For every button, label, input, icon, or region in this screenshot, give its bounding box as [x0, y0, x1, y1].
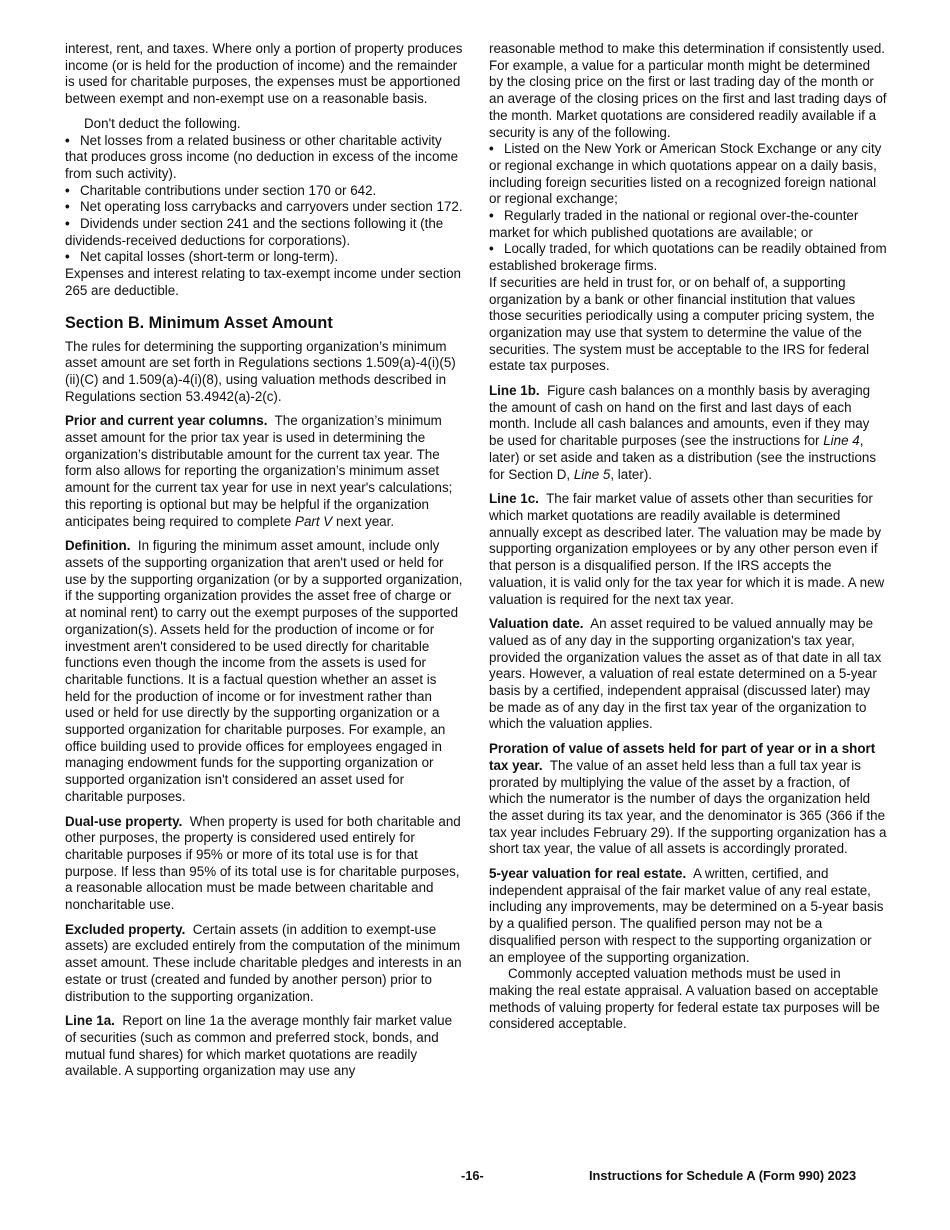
- section-heading: Section B. Minimum Asset Amount: [65, 313, 333, 332]
- paragraph: Line 1a. Report on line 1a the average monthly fair market value of securities (such as common and preferred stock, bonds, and mutual fund shares) for which market quotations are readily available. A supporting organization may use any: [65, 1013, 453, 1079]
- run-in-heading: Definition.: [65, 538, 131, 554]
- paragraph: Proration of value of assets held for part of year or in a short tax year. The value of an asset held less than a full tax year is prorated by multiplying the value of the asset by a fraction, of which the numerator is the number of days the organization held the asset during its tax year, and the denominator is 365 (366 if the tax year includes February 29). If the supporting organization has a short tax year, the value of all assets is accordingly prorated.: [489, 741, 887, 857]
- page-number: -16-: [461, 1168, 484, 1183]
- paragraph: Valuation date. An asset required to be valued annually may be valued as of any day in the supporting organization's tax year, provided the organization values the asset as of that date in all tax years. However, a valuation of real estate determined on a 5-year basis by a certified, independent appraisal (discussed later) may be made as of any day in the first tax year of the organization to which the valuation applies.: [489, 616, 882, 732]
- bullet-icon: •: [65, 132, 70, 148]
- paragraph: Commonly accepted valuation methods must be used in making the real estate appraisal. A valuation based on acceptable methods of valuing property for federal estate tax purposes will be considered acceptable.: [489, 966, 880, 1032]
- list-item: • Charitable contributions under section 170 or 642.: [65, 182, 377, 198]
- run-in-heading: Prior and current year columns.: [65, 413, 268, 429]
- run-in-heading: Line 1a.: [65, 1013, 115, 1029]
- bullet-icon: •: [65, 249, 70, 265]
- run-in-heading: Dual-use property.: [65, 813, 183, 829]
- paragraph: Dual-use property. When property is used for both charitable and other purposes, the property is considered used entirely for charitable purposes if 95% or more of its total use is for that purpose. If less than 95% of its total use is for charitable purposes, a reasonable allocation must be made between charitable and noncharitable use.: [65, 813, 461, 913]
- paragraph: 5-year valuation for real estate. A written, certified, and independent appraisal of the fair market value of any real estate, including any improvements, may be determined on a 5-year basis by a qualified person. The qualified person may not be a disqualified person with respect to the supporting organization or an employee of the supporting organization.: [489, 866, 884, 965]
- bullet-icon: •: [65, 216, 70, 232]
- list-item: • Locally traded, for which quotations can be readily obtained from established brokerage firms.: [489, 241, 887, 274]
- paragraph: The rules for determining the supporting organization’s minimum asset amount are set forth in Regulations sections 1.509(a)-4(i)(5)(ii)(C) and 1.509(a)-4(i)(8), using valuation methods described in Regulations section 53.4942(a)-2(c).: [65, 338, 456, 404]
- document-title: Instructions for Schedule A (Form 990) 2023: [589, 1168, 857, 1183]
- paragraph: Prior and current year columns. The organization’s minimum asset amount for the prior tax year is used in determining the organization’s distributable amount for the current tax year. The form also allows for reporting the organization’s minimum asset amount for the current tax year for use in next year's calculations; this reporting is optional but may be helpful if the organization anticipates being required to complete Part V next year.: [65, 413, 453, 529]
- left-column: [65, 41, 463, 1088]
- list-item: • Dividends under section 241 and the sections following it (the dividends-received deductions for corporations).: [65, 216, 444, 248]
- paragraph: If securities are held in trust for, or on behalf of, a supporting organization by a bank or other financial institution that values those securities periodically using a computer pricing system, the organization may use that system to determine the value of the securities. The system must be acceptable to the IRS for federal estate tax purposes.: [489, 274, 875, 374]
- list-item: • Net operating loss carrybacks and carryovers under section 172.: [65, 199, 463, 215]
- paragraph: Don't deduct the following.: [84, 115, 241, 131]
- run-in-heading: Excluded property.: [65, 921, 186, 937]
- bullet-icon: •: [489, 241, 494, 257]
- paragraph: Expenses and interest relating to tax-exempt income under section 265 are deductible.: [65, 266, 461, 298]
- bullet-icon: •: [65, 182, 70, 198]
- run-in-heading: Valuation date.: [489, 616, 584, 632]
- list-item: • Regularly traded in the national or regional over-the-counter market for which published quotations are available; or: [489, 208, 859, 240]
- run-in-heading: 5-year valuation for real estate.: [489, 866, 687, 882]
- paragraph: reasonable method to make this determination if consistently used. For example, a value for a particular month might be determined by the closing price on the first or last trading day of the month or an average of the closing prices on the first and last trading days of the month. Market quotations are considered readily available if a security is any of the following.: [489, 41, 887, 140]
- paragraph: interest, rent, and taxes. Where only a portion of property produces income (or is held for the production of income) and the remainder is used for charitable purposes, the expenses must be apportioned between exempt and non-exempt use on a reasonable basis.: [65, 41, 463, 107]
- paragraph: Definition. In figuring the minimum asset amount, include only assets of the supporting organization that aren't used or held for use by the supporting organization (or by a supported organization, if the supporting organization provides the asset free of charge or at nominal rent) to carry out the exempt purposes of the supported organization(s). Assets held for the production of income or for investment aren't considered to be used directly for charitable functions even though the income from the assets is used for charitable functions. It is a factual question whether an asset is held for the production of income or for investment rather than used or held for use directly by the supporting organization or a supported organization for charitable purposes. For example, an office building used to provide offices for employees engaged in managing endowment funds for the supporting organization or supported organization isn't considered an asset used for charitable purposes.: [65, 538, 463, 804]
- paragraph: Line 1b. Figure cash balances on a monthly basis by averaging the amount of cash on hand on the first and last days of each month. Include all cash balances and amounts, even if they may be used for charitable purposes (see the instructions for Line 4, later) or set aside and taken as a distribution (see the instructions for Section D, Line 5, later).: [489, 383, 877, 482]
- paragraph: Line 1c. The fair market value of assets other than securities for which market quotations are readily available is determined annually except as described later. The valuation may be made by supporting organization employees or by any other person even if that person is a disqualified person. If the IRS accepts the valuation, it is valid only for the tax year for which it is made. A new valuation is required for the next tax year.: [489, 491, 885, 607]
- paragraph: Excluded property. Certain assets (in addition to exempt-use assets) are excluded entirely from the computation of the minimum asset amount. These include charitable pledges and interests in an estate or trust (created and funded by another person) prior to distribution to the supporting organization.: [65, 921, 462, 1004]
- run-in-heading: Proration of value of assets held for part of year or in a short tax year.: [489, 741, 876, 773]
- bullet-icon: •: [489, 208, 494, 224]
- bullet-icon: •: [489, 141, 494, 157]
- run-in-heading: Line 1c.: [489, 491, 539, 507]
- run-in-heading: Line 1b.: [489, 383, 540, 399]
- list-item: • Net capital losses (short-term or long-term).: [65, 249, 339, 265]
- right-column: [489, 41, 887, 1041]
- list-item: • Net losses from a related business or other charitable activity that produces gross income (no deduction in excess of the income from such activity).: [65, 132, 459, 181]
- list-item: • Listed on the New York or American Stock Exchange or any city or regional exchange in which quotations appear on a daily basis, including foreign securities listed on a recognized foreign national or regional exchange;: [489, 141, 882, 207]
- bullet-icon: •: [65, 199, 70, 215]
